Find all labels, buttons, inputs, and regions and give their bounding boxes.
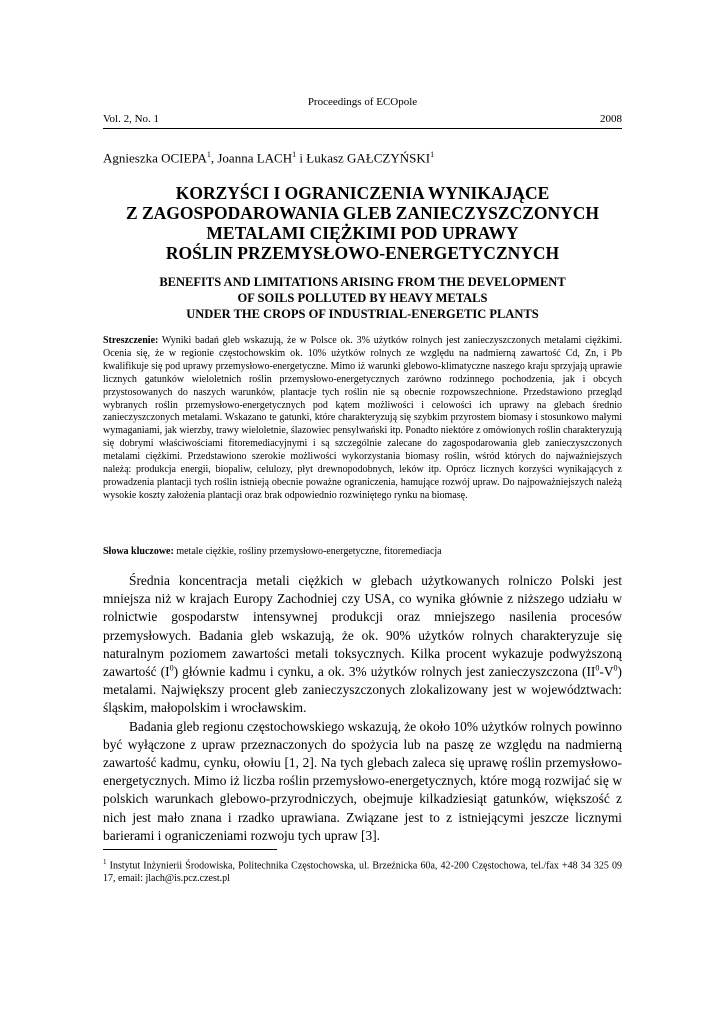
keywords [103,545,622,558]
title-english [103,274,622,322]
affiliation-marker: 1 [430,150,435,159]
author-separator: i [296,150,307,166]
author-separator: , [210,150,218,166]
footnote [103,856,622,885]
superscript: 0 [595,663,600,673]
abstract [103,335,622,503]
title-line: Z ZAGOSPODAROWANIA GLEB ZANIECZYSZCZONYCH [125,203,600,223]
title-line: ROŚLIN PRZEMYSŁOWO-ENERGETYCZNYCH [165,243,560,263]
title-polish [103,183,622,263]
author-name: Joanna LACH [217,150,293,166]
affiliation-marker: 1 [206,150,211,159]
title-line: UNDER THE CROPS OF INDUSTRIAL-ENERGETIC PLANTS [186,307,539,321]
footnote-text: Instytut Inżynierii Środowiska, Politechnika Częstochowska, ul. Brzeźnicka 60a, 42-200 Częstochowa, tel./fax +48 34 325 09 17, email: jlach@is.pcz.czest.pl [103,860,622,885]
author-name: Agnieszka OCIEPA [103,150,207,166]
footnote-divider [103,849,277,850]
keywords-label: Słowa kluczowe: [103,546,174,557]
title-line: METALAMI CIĘŻKIMI POD UPRAWY [206,223,519,243]
issue-header [103,113,622,129]
author-list [103,150,434,166]
title-line: BENEFITS AND LIMITATIONS ARISING FROM THE DEVELOPMENT [159,275,566,289]
footnote-marker: 1 [103,858,107,866]
author-name: Łukasz GAŁCZYŃSKI [306,150,431,166]
paragraph-text: ) głównie kadmu i cynku, a ok. 3% użytków rolnych jest zanieczyszczona (II [173,664,596,680]
title-line: OF SOILS POLLUTED BY HEAVY METALS [237,291,488,305]
year-label: 2008 [600,113,622,125]
affiliation-marker: 1 [292,150,297,159]
paragraph: Badania gleb regionu częstochowskiego wskazują, że około 10% użytków rolnych powinno być wyłączone z upraw przeznaczonych do spożycia lub na paszę ze względu na nadmierną zawartość kadmu, cynku, ołowiu [1, 2]. Na tych glebach zaleca się uprawę roślin przemysłowo-energetycznych. Mimo iż liczba roślin przemysłowo-energetycznych, które mogą rozwijać się w polskich warunkach glebowo-przyrodniczych, obejmuje kilkadziesiąt gatunków, większość z nich jest mało znana i rzadko uprawiana. Związane jest to z istniejącymi jeszcze licznymi barierami i ograniczeniami rozwoju tych upraw [3]. [103,718,622,843]
paragraph-text: -V [599,664,614,680]
paragraph [103,572,622,718]
volume-label: Vol. 2, No. 1 [103,113,160,125]
paragraph-text: Średnia koncentracja metali ciężkich w glebach użytkowanych rolniczo Polski jest mniejsza niż w krajach Europy Zachodniej czy USA, co wynika głównie z niższego udziału w rolnictwie gospodarstw intensywnej produkcji oraz mniejszego nasilenia procesów przemysłowych. Badania gleb wskazują, że ok. 90% użytków rolnych charakteryzuje się naturalnym poziomem zawartości metali toksycznych. Kilka procent wykazuje podwyższoną zawartość (I [103,573,622,680]
abstract-label: Streszczenie: [103,335,159,346]
superscript: 0 [169,663,174,673]
paragraph-text: ) metalami. Największy procent gleb zanieczyszczonych zlokalizowany jest w województwach: śląskim, małopolskim i wrocławskim. [103,664,622,716]
title-line: KORZYŚCI I OGRANICZENIA WYNIKAJĄCE [175,183,550,203]
body-text [103,572,622,845]
keywords-text: metale ciężkie, rośliny przemysłowo-energetyczne, fitoremediacja [173,546,442,557]
superscript: 0 [613,663,618,673]
abstract-text: Wyniki badań gleb wskazują, że w Polsce ok. 3% użytków rolnych jest zanieczyszczonych metalami ciężkimi. Ocenia się, że w regionie częstochowskim ok. 10% użytków rolnych ze względu na nadmierną zawartość Cd, Zn, i Pb kwalifikuje się pod uprawy przemysłowo-energetyczne. Mimo iż warunki glebowo-klimatyczne naszego kraju sprzyjają uprawie licznych gatunków wieloletnich roślin przemysłowo-energetycznych zarówno rodzinnego pochodzenia, jak i obcych przystosowanych do naszych warunków, plantacje tych roślin nie są obecnie rozpowszechnione. Przedstawiono przegląd wybranych roślin przemysłowo-energetycznych pod kątem możliwości i celowości ich uprawy na glebach średnio zanieczyszczonych metalami. Wskazano te gatunki, które charakteryzują się szybkim przyrostem biomasy i stosunkowo małymi wymaganiami, jak wierzby, trawy wieloletnie, ślazowiec pensylwański itp. Ponadto niektóre z omówionych roślin charakteryzują się dobrymi właściwościami fitoremediacyjnymi i są szczególnie zalecane do zagospodarowania gleb zanieczyszczonych metalami ciężkimi. Przedstawiono szerokie możliwości wykorzystania biomasy roślin, wśród których do najważniejszych należą: produkcja energii, biopaliw, celulozy, płyt drewnopodobnych, leków itp. Oprócz licznych korzyści wynikających z prowadzenia plantacji tych roślin istnieją obecnie poważne ograniczenia, hamujące rozwój upraw. Do najpoważniejszych należą wysokie koszty założenia plantacji oraz brak odpowiednio rozwiniętego rynku na biomasę. [103,335,623,501]
running-title: Proceedings of ECOpole [307,96,418,108]
